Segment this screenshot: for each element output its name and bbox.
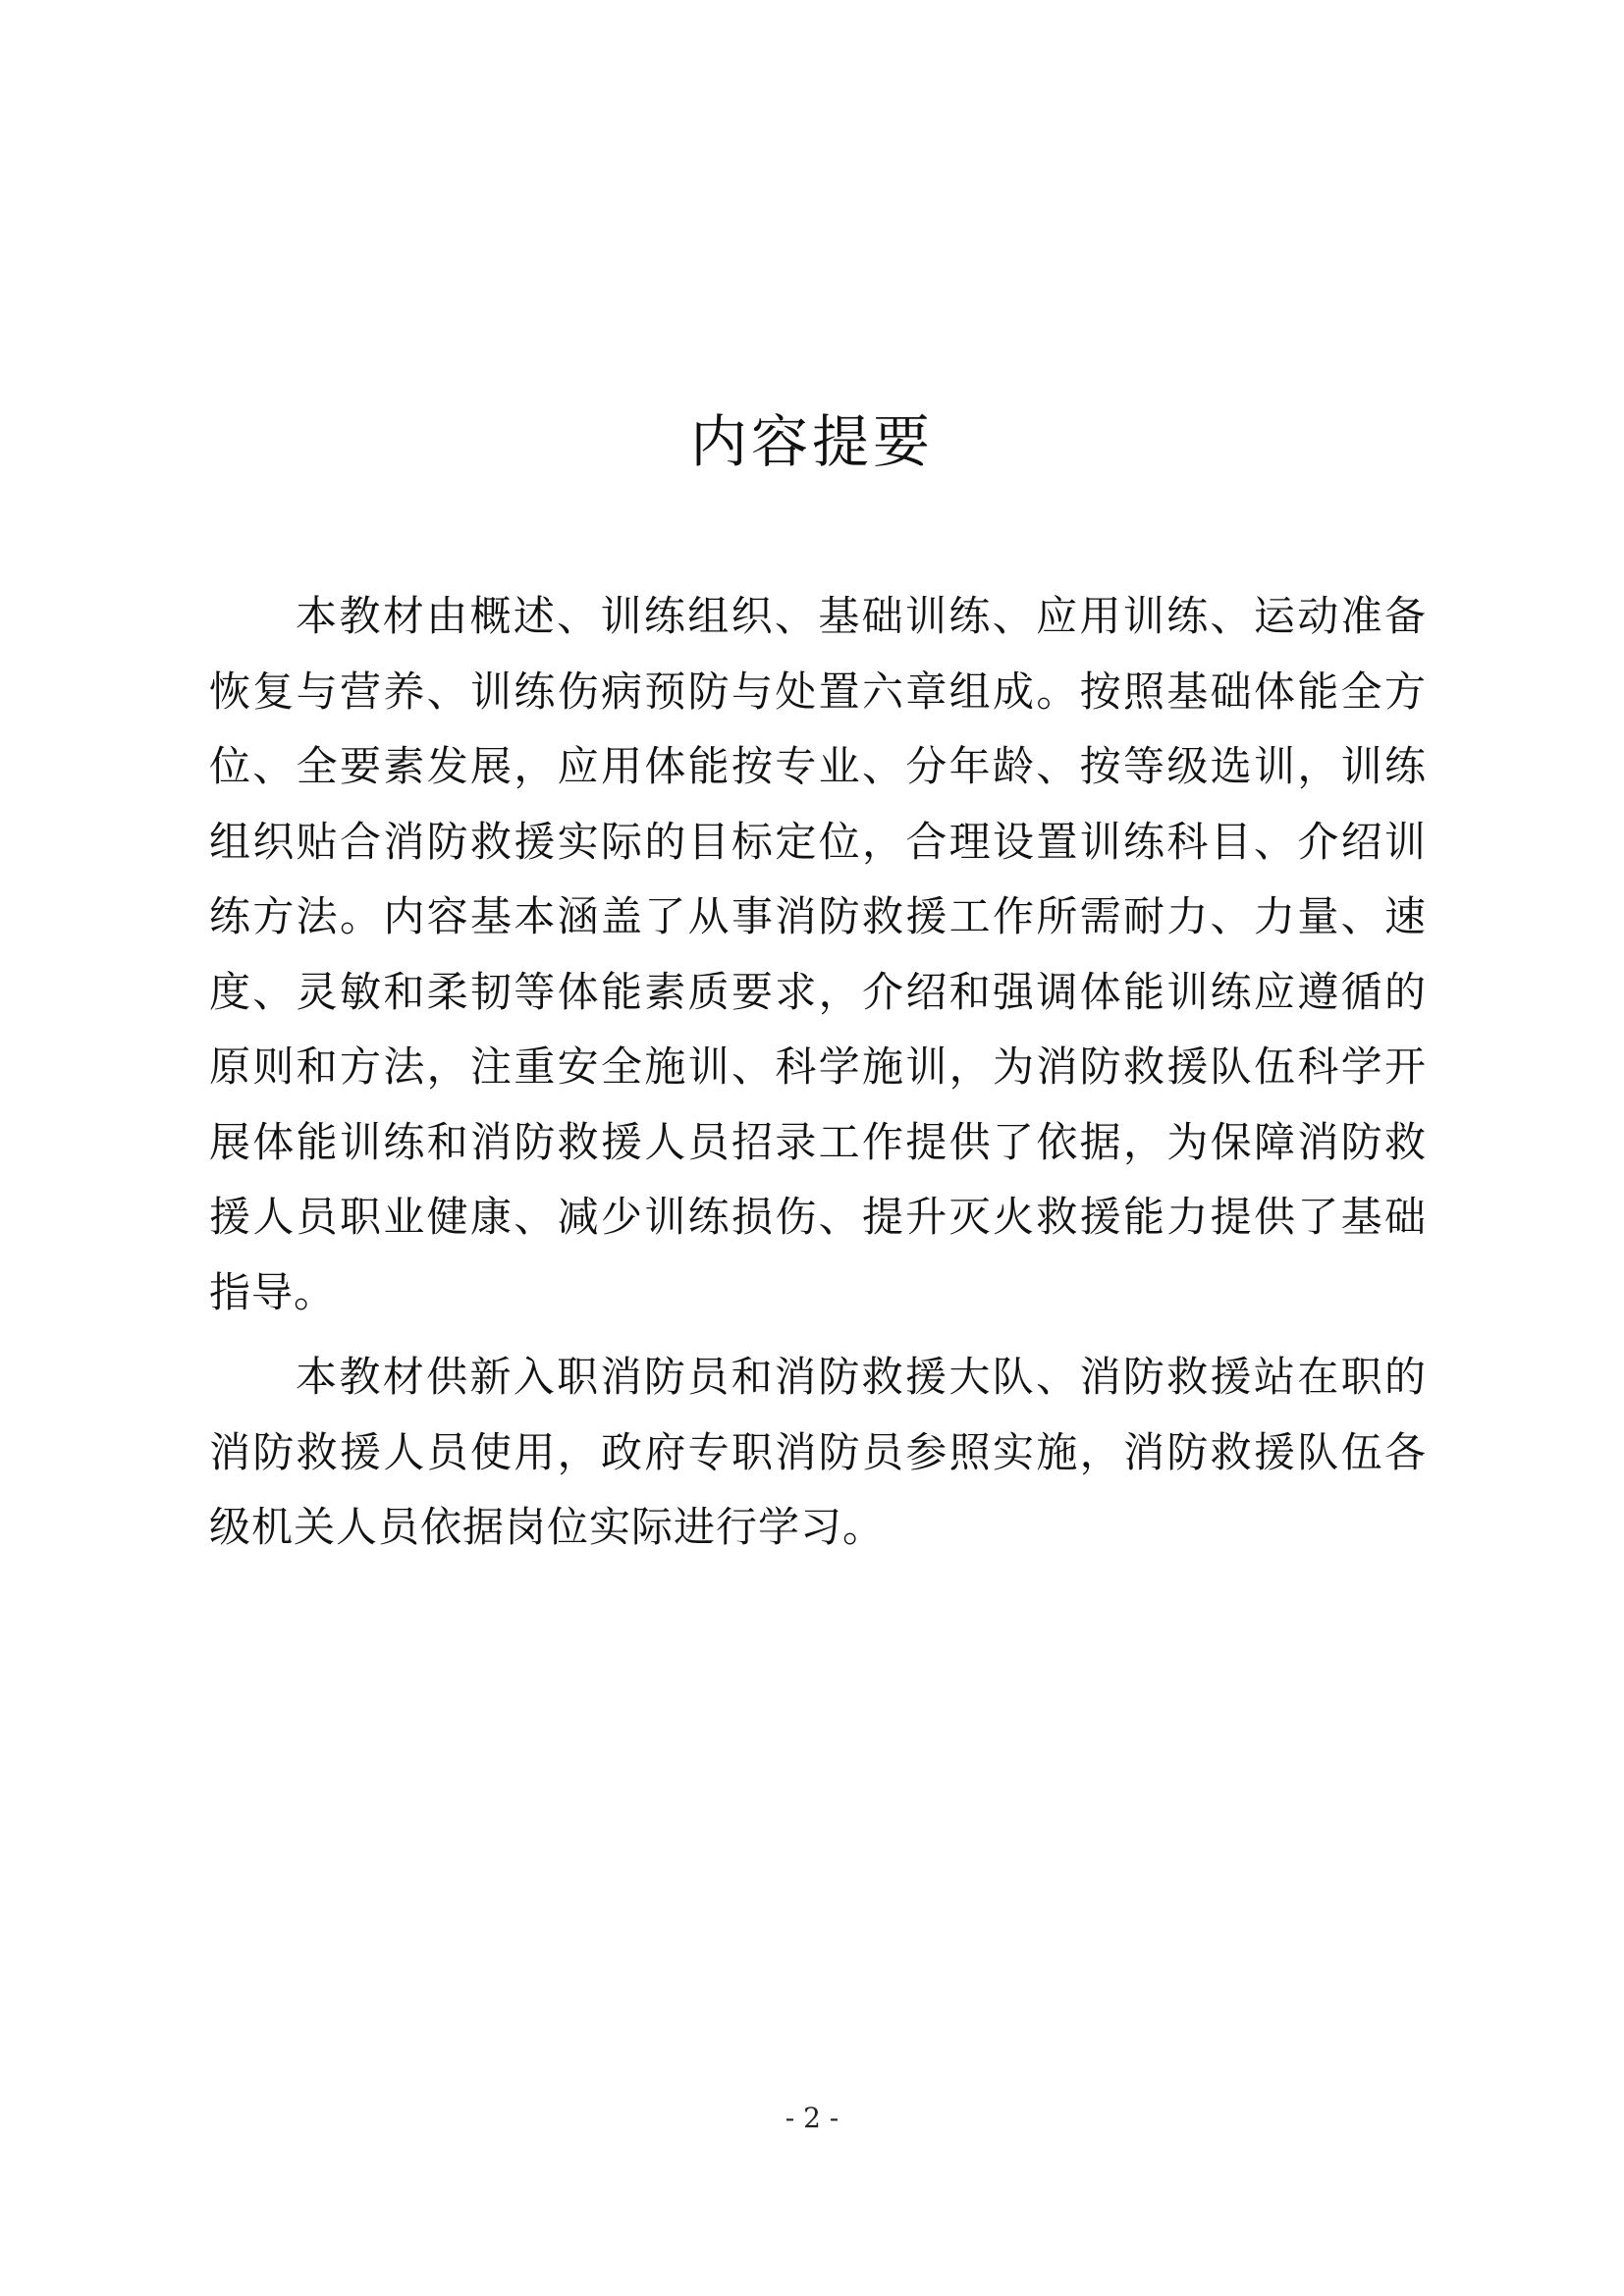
paragraph: 本教材供新入职消防员和消防救援大队、消防救援站在职的消防救援人员使用，政府专职消防员参照实施，消防救援队伍各级机关人员依据岗位实际进行学习。	[209, 1353, 1427, 1551]
document-body	[209, 579, 1427, 1575]
page-number: - 2 -	[785, 2102, 839, 2134]
page-title: 内容提要	[689, 408, 934, 475]
paragraph: 本教材由概述、训练组织、基础训练、应用训练、运动准备恢复与营养、训练伤病预防与处置六章组成。按照基础体能全方位、全要素发展，应用体能按专业、分年龄、按等级选训，训练组织贴合消防救援实际的目标定位，合理设置训练科目、介绍训练方法。内容基本涵盖了从事消防救援工作所需耐力、力量、速度、灵敏和柔韧等体能素质要求，介绍和强调体能训练应遵循的原则和方法，注重安全施训、科学施训，为消防救援队伍科学开展体能训练和消防救援人员招录工作提供了依据，为保障消防救援人员职业健康、减少训练损伤、提升灭火救援能力提供了基础指导。	[209, 592, 1427, 1316]
